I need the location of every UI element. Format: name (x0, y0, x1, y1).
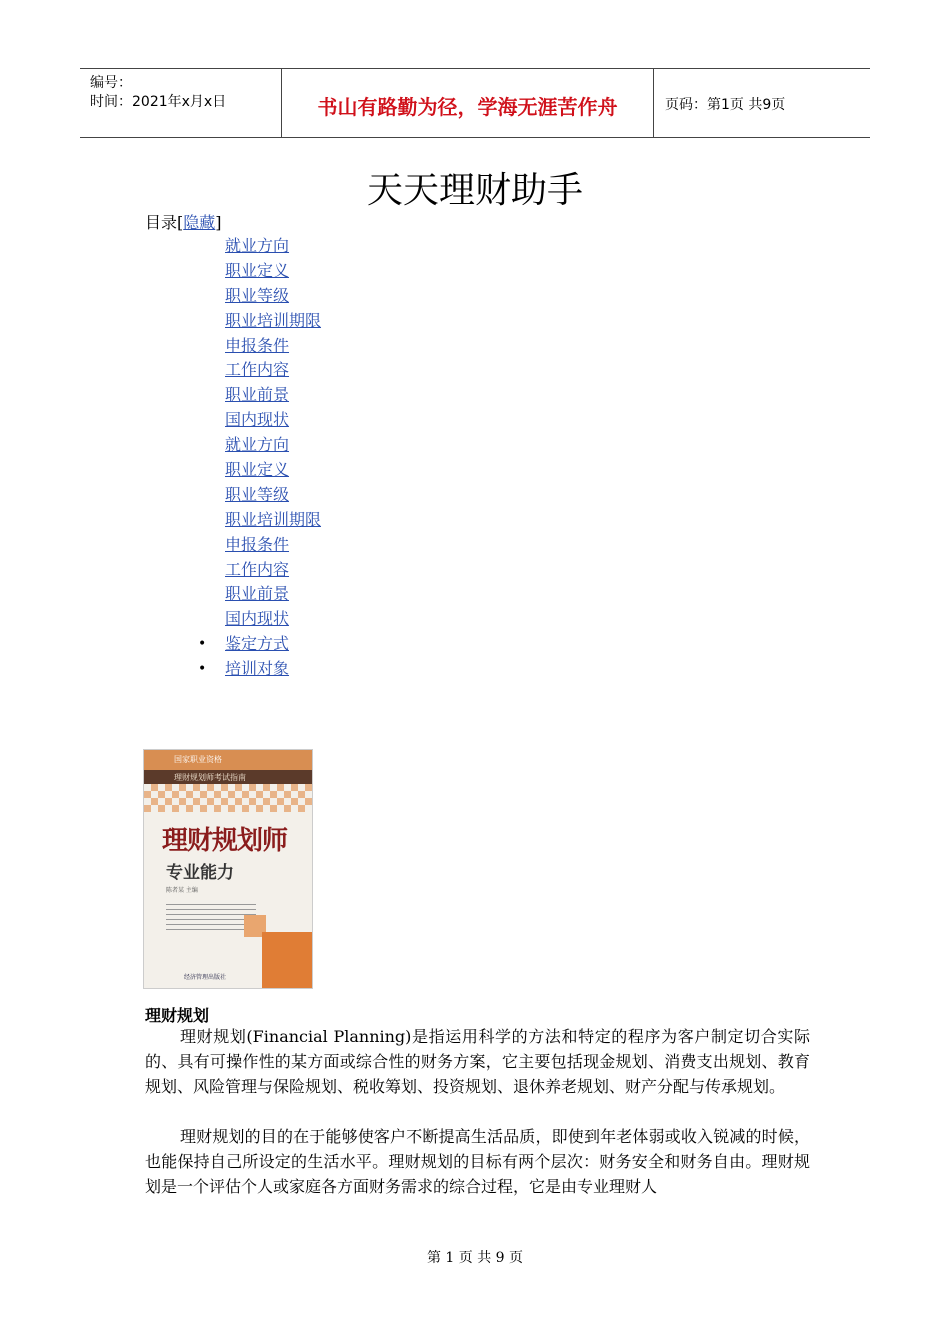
toc-link-employment-direction[interactable]: 就业方向 (225, 236, 290, 255)
toc-item (225, 334, 321, 359)
cover-title: 理财规划师 (162, 826, 288, 856)
toc-bracket-open: [ (177, 213, 184, 232)
header-table (80, 68, 870, 138)
cover-top-text: 国家职业资格 (174, 755, 222, 764)
toc-link-work-content-2[interactable]: 工作内容 (225, 559, 290, 579)
toc-item (225, 508, 321, 533)
toc-item (225, 533, 321, 558)
toc-link-employment-direction-2[interactable]: 就业方向 (225, 435, 290, 455)
toc-item (225, 433, 321, 458)
toc-link-application-conditions-2[interactable]: 申报条件 (225, 534, 290, 554)
toc-link-application-conditions[interactable]: 申报条件 (225, 335, 290, 355)
toc-link-appraisal-method[interactable]: 鉴定方式 (225, 634, 290, 654)
number-label: 编号： (90, 75, 132, 91)
toc-heading (145, 210, 222, 233)
toc-item (225, 234, 321, 259)
document-title: 天天理财助手 (366, 170, 583, 211)
page-footer: 第 1 页 共 9 页 (426, 1250, 524, 1266)
toc-link-job-level-2[interactable]: 职业等级 (225, 484, 290, 504)
toc-item (225, 607, 321, 632)
toc-item (225, 408, 321, 433)
body-paragraph: 理财规划(Financial Planning)是指运用科学的方法和特定的程序为客户制定切合实际的、具有可操作性的某方面或综合性的财务方案，它主要包括现金规划、消费支出规划、教育规划、风险管理与保险规划、税收筹划、投资规划、退休养老规划、财产分配与传承规划。 (145, 1027, 810, 1096)
toc-item (225, 358, 321, 383)
toc-item (225, 309, 321, 334)
header-meta-cell (80, 69, 282, 137)
toc-bullet-item (225, 632, 321, 657)
toc-label: 目录 (145, 213, 178, 232)
toc-item (225, 483, 321, 508)
toc-item (225, 383, 321, 408)
toc-link-job-definition[interactable]: 职业定义 (225, 260, 290, 280)
toc-item (225, 582, 321, 607)
toc-item (225, 458, 321, 483)
time-label: 时间：2021年x月x日 (90, 94, 227, 110)
toc-item (225, 558, 321, 583)
toc-hide-link[interactable]: 隐藏 (183, 213, 216, 232)
motto: 书山有路勤为径，学海无涯苦作舟 (282, 69, 654, 137)
toc-link-training-period-2[interactable]: 职业培训期限 (225, 509, 322, 529)
section-title: 理财规划 (145, 1006, 210, 1025)
toc-link-job-definition-2[interactable]: 职业定义 (225, 460, 290, 480)
toc-list (225, 234, 321, 682)
toc-link-career-prospects[interactable]: 职业前景 (225, 385, 290, 405)
cover-checker-pattern (144, 784, 313, 812)
cover-series-text: 理财规划师考试指南 (174, 773, 246, 782)
cover-subtitle: 专业能力 (166, 863, 234, 883)
book-cover-image (143, 749, 313, 989)
toc-bullet-item (225, 657, 321, 682)
cover-publisher: 经济管理出版社 (184, 974, 227, 981)
toc-link-training-target[interactable]: 培训对象 (225, 659, 290, 679)
toc-item (225, 259, 321, 284)
toc-item (225, 284, 321, 309)
cover-author: 陈者某 主编 (166, 887, 198, 894)
body-paragraph: 理财规划的目的在于能够使客户不断提高生活品质，即使到年老体弱或收入锐减的时候，也能保持自己所设定的生活水平。理财规划的目标有两个层次：财务安全和财务自由。理财规划是一个评估个人或家庭各方面财务需求的综合过程，它是由专业理财人 (145, 1127, 810, 1196)
toc-link-domestic-status-2[interactable]: 国内现状 (225, 609, 290, 629)
page-code: 页码：第1页 共9页 (665, 97, 786, 113)
toc-bracket-close: ] (215, 213, 222, 232)
toc-link-work-content[interactable]: 工作内容 (225, 360, 290, 380)
cover-series-band (144, 770, 313, 784)
toc-link-job-level[interactable]: 职业等级 (225, 285, 290, 305)
toc-link-career-prospects-2[interactable]: 职业前景 (225, 584, 290, 604)
cover-orange-block (262, 932, 313, 989)
toc-link-domestic-status[interactable]: 国内现状 (225, 410, 290, 430)
cover-top-band (144, 750, 313, 770)
toc-link-training-period[interactable]: 职业培训期限 (225, 310, 322, 330)
